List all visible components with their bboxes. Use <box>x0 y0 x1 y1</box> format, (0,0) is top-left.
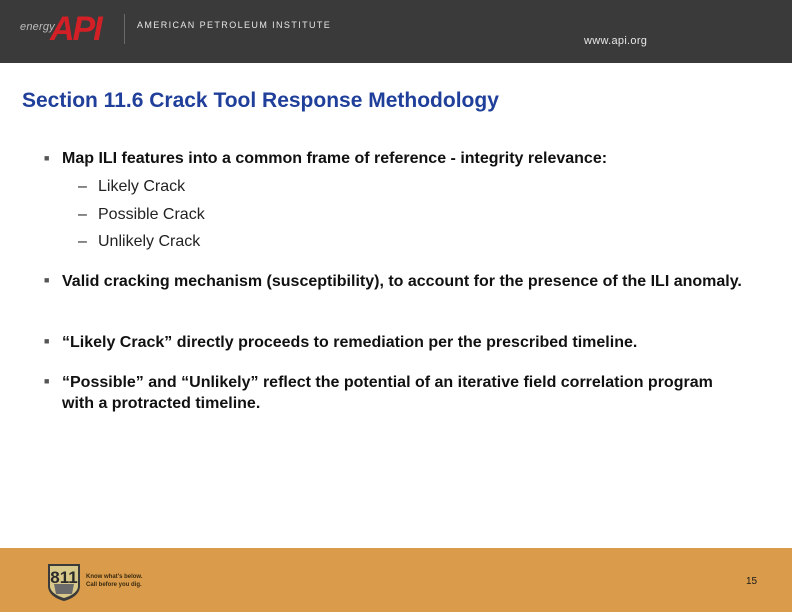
website-url: www.api.org <box>584 35 648 47</box>
bullet-marker-icon: ■ <box>44 336 50 346</box>
slide-title: Section 11.6 Crack Tool Response Methodology <box>22 89 499 112</box>
badge-tagline <box>86 573 143 589</box>
header-divider <box>124 14 125 44</box>
footer-bar <box>0 548 792 612</box>
bullet-text: Map ILI features into a common frame of reference - integrity relevance: <box>62 150 608 167</box>
organization-name: AMERICAN PETROLEUM INSTITUTE <box>137 20 332 30</box>
badge-tagline-line2: Call before you dig. <box>86 582 142 588</box>
dash-marker: – <box>78 206 87 223</box>
bullet-text: “Possible” and “Unlikely” reflect the potential of an iterative field correlation program with a protracted timeline. <box>62 374 713 412</box>
api-logo: API <box>50 10 101 48</box>
logo-energy-text: energy <box>20 21 55 33</box>
dash-marker: – <box>78 233 87 250</box>
sub-bullet-text: Unlikely Crack <box>98 233 201 250</box>
bullet-marker-icon: ■ <box>44 275 50 285</box>
badge-tagline-line1: Know what's below. <box>86 574 143 580</box>
sub-bullet-text: Likely Crack <box>98 178 186 195</box>
bullet-text: “Likely Crack” directly proceeds to remediation per the prescribed timeline. <box>62 334 638 351</box>
bullet-text: Valid cracking mechanism (susceptibility), to account for the presence of the ILI anomaly. <box>62 273 742 290</box>
badge-number: 811 <box>50 568 78 587</box>
page-number: 15 <box>746 576 758 587</box>
bullet-marker-icon: ■ <box>44 376 50 386</box>
sub-bullet-text: Possible Crack <box>98 206 205 223</box>
call-811-badge-icon <box>44 560 84 602</box>
header-bar <box>0 0 792 63</box>
dash-marker: – <box>78 178 87 195</box>
bullet-marker-icon: ■ <box>44 153 50 163</box>
